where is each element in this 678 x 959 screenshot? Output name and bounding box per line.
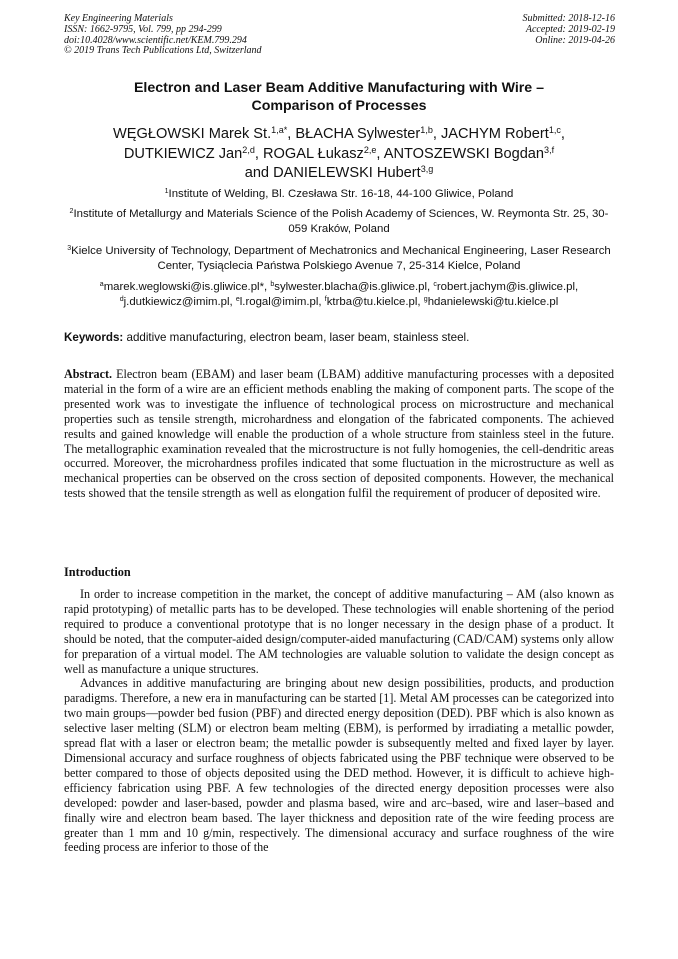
author-separator: , — [560, 126, 565, 142]
author-line-3 — [64, 164, 614, 184]
email-address: sylwester.blacha@is.gliwice.pl, — [274, 281, 434, 293]
author-separator: , — [287, 126, 296, 142]
paper-title — [64, 79, 614, 115]
affiliation-mark: 2 — [69, 208, 74, 216]
journal-header — [64, 14, 262, 57]
email-address: j.dutkiewicz@imim.pl, — [123, 296, 236, 309]
email-address: ktrba@tu.kielce.pl, — [326, 296, 424, 309]
author-affiliation-mark: 2,e — [363, 144, 377, 155]
keywords — [64, 330, 614, 345]
affiliation-text: Kielce University of Technology, Department of Mechatronics and Mechanical Engineering, Laser Research Center, Tysiąclecia Państwa Polskiego Avenue 7, 25-314 Kielce, Poland — [71, 245, 611, 273]
keywords-text: additive manufacturing, electron beam, laser beam, stainless steel. — [123, 331, 470, 344]
author-name: and DANIELEWSKI Hubert — [244, 165, 421, 181]
accepted-date: Accepted: 2019-02-19 — [525, 23, 615, 35]
keywords-label: Keywords: — [64, 331, 124, 344]
email-line-2 — [64, 295, 614, 310]
author-affiliation-mark: 3,f — [544, 144, 555, 155]
affiliation-1 — [64, 187, 614, 202]
title-line-2: Comparison of Processes — [251, 98, 427, 114]
doi-line: doi:10.4028/www.scientific.net/KEM.799.294 — [64, 34, 247, 46]
affiliation-2 — [64, 207, 614, 238]
email-address: marek.weglowski@is.gliwice.pl*, — [103, 281, 271, 293]
abstract-label: Abstract. — [64, 367, 113, 381]
email-mark: b — [270, 281, 275, 289]
affiliation-text: Institute of Metallurgy and Materials Science of the Polish Academy of Sciences, W. Reymonta Str. 25, 30-059 Kraków, Poland — [73, 208, 609, 236]
title-line-1: Electron and Laser Beam Additive Manufacturing with Wire – — [133, 80, 545, 96]
email-mark: e — [235, 296, 240, 304]
email-address: l.rogal@imim.pl, — [239, 296, 325, 309]
email-mark: g — [423, 296, 428, 304]
author-name: DUTKIEWICZ Jan — [123, 145, 243, 162]
online-date: Online: 2019-04-26 — [535, 34, 615, 46]
author-affiliation-mark: 1,c — [548, 125, 561, 136]
author-name: ANTOSZEWSKI Bogdan — [383, 145, 545, 162]
introduction-body — [64, 587, 614, 855]
email-mark: c — [433, 281, 437, 289]
author-separator: , — [376, 145, 384, 162]
abstract-text: Electron beam (EBAM) and laser beam (LBAM) additive manufacturing processes with a deposited material in the form of a wire are an efficient methods enabling the making of component parts. The scope of the presented work was to investigate the influence of technological process on microstructure and mechanical properties such as tensile strength, microhardness and elongation of the fabricated components. The achieved results and gained knowledge will enable the production of a whole structure from stainless steel in the future. The metallographic examination revealed that the microstructure is not fully homogenies, the cell-dendritic areas occurred. Moreover, the microhardness profiles indicated that some fluctuation in the microstructure as well as mechanical properties can be observed on the cross section of deposited components. However, the mechanical tests showed that the tensile strength as well as elongation fulfil the requirement of producer of deposited wire. — [64, 367, 614, 501]
email-mark: d — [119, 296, 124, 304]
abstract — [64, 367, 614, 501]
journal-name: Key Engineering Materials — [64, 13, 173, 24]
author-line-1 — [64, 125, 614, 145]
author-name: WĘGŁOWSKI Marek St. — [113, 126, 272, 142]
email-address: robert.jachym@is.gliwice.pl, — [436, 281, 579, 293]
submitted-date: Submitted: 2018-12-16 — [522, 13, 615, 24]
issn-line: ISSN: 1662-9795, Vol. 799, pp 294-299 — [64, 23, 222, 35]
introduction-heading: Introduction — [64, 565, 131, 579]
dates-header — [523, 14, 616, 46]
affiliation-mark: 1 — [164, 188, 169, 196]
author-list — [64, 125, 614, 184]
email-mark: f — [324, 296, 327, 304]
email-mark: a — [99, 281, 104, 289]
author-line-2 — [64, 145, 614, 165]
author-name: BŁACHA Sylwester — [295, 126, 421, 142]
email-list — [64, 280, 614, 311]
affiliation-mark: 3 — [67, 245, 72, 253]
author-separator: , — [254, 145, 263, 162]
introduction-paragraph-2: Advances in additive manufacturing are bringing about new design possibilities, products, and production paradigms. Therefore, a new era in manufacturing can be started [1]. Metal AM processes can be categorized into two main groups—powder bed fusion (PBF) and directed energy deposition (DED). PBF which is also known as selective laser melting (SLM) or electron beam melting (EBM), is performed by irradiating a metallic powder, spread flat with a laser or electron beam; the metallic powder is subsequently melted and fixed layer by layer. Dimensional accuracy and surface roughness of objects fabricated using the PBF technique were observed to be better compared to those of objects deposited using the DED method. However, it is difficult to achieve high-efficiency fabrication using PBF. A few technologies of the directed energy deposition processes were also developed: powder and laser-based, powder and plasma based, wire and arc–based, wire and laser–based and finally wire and electron beam based. The layer thickness and deposition rate of the wire feeding process are greater than 1 mm and 10 g/min, respectively. The dimensional accuracy and surface roughness of the wire feeding process are inferior to those of the — [64, 676, 614, 855]
copyright-line: © 2019 Trans Tech Publications Ltd, Switzerland — [64, 45, 262, 57]
author-affiliation-mark: 1,b — [420, 125, 433, 136]
email-address: hdanielewski@tu.kielce.pl — [427, 296, 559, 309]
affiliation-text: Institute of Welding, Bl. Czesława Str. 16-18, 44-100 Gliwice, Poland — [168, 188, 514, 200]
introduction-paragraph-1: In order to increase competition in the market, the concept of additive manufacturing – AM (also known as rapid prototyping) of metallic parts has to be developed. These technologies will enable shortening of the period required to produce a conventional prototype that is no longer necessary in the design phase of a product. It should be noted, that the computer-aided design/computer-aided manufacturing (CAD/CAM) systems only allow for preparation of a virtual model. The AM technologies are valuable solution to validate the design concept as well as manufacture a unique structures. — [64, 587, 614, 676]
author-affiliation-mark: 1,a* — [271, 125, 288, 136]
author-name: ROGAL Łukasz — [262, 145, 364, 162]
email-line-1 — [64, 280, 614, 295]
author-affiliation-mark: 2,d — [242, 144, 255, 155]
author-separator: , — [432, 126, 441, 142]
author-affiliation-mark: 3,g — [420, 164, 434, 175]
affiliation-3 — [64, 244, 614, 275]
author-name: JACHYM Robert — [440, 126, 549, 142]
